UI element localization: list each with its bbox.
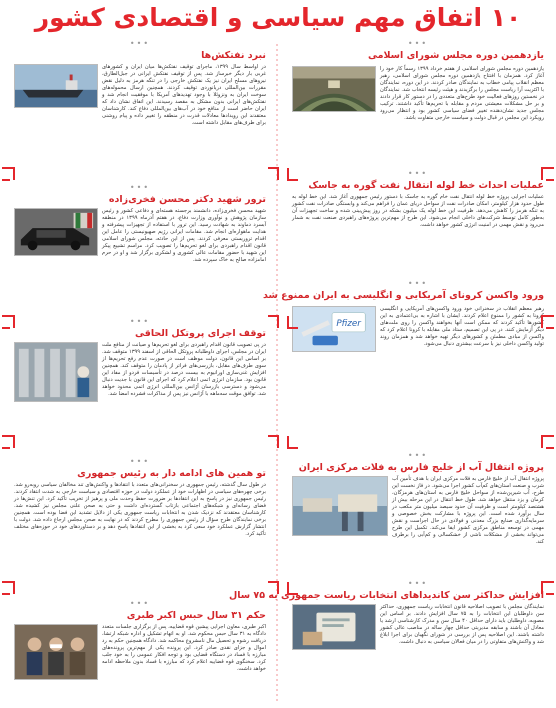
article-headline: تو همین های ادامه دار به رئیس جمهوری: [77, 468, 266, 479]
article-parliament: [292, 40, 544, 168]
section-separator: [0, 578, 556, 598]
dots-ornament: •••: [407, 279, 429, 288]
parliament-photo-icon: [292, 66, 376, 112]
dots-ornament: •••: [407, 579, 429, 588]
lab-photo-icon: [14, 342, 98, 402]
article-fakhrizadeh: [14, 184, 266, 330]
article-text: یازدهمین دوره مجلس شورای اسلامی از هفتم خرداد ۱۳۹۹ رسماً کار خود را آغاز کرد. همزمان با افتتاح یازدهمین دوره مجلس شورای اسلامی، رهبر معظم انقلاب پیامی خطاب به نمایندگان صادر کردند. در این دوره، نمایندگان با اکثریت آرا ریاست مجلس را برگزیدند و هیئت رئیسه انتخاب شد. نمایندگان در نخستین روزهای فعالیت خود طرح‌های متعددی را در دستور کار قرار دادند و بر حل مشکلات معیشتی مردم و مقابله با تحریم‌ها تأکید داشتند. ترکیب مجلس جدید نشان‌دهنده تغییر فضای سیاسی کشور بود و انتظار می‌رود رویکرد این مجلس در قبال دولت و سیاست خارجی متفاوت باشد.: [380, 66, 545, 121]
article-headline: افزایش حداکثر سن کاندیداهای انتخابات ریاست جمهوری به ۷۵ سال: [228, 590, 544, 601]
svg-text:Pfizer: Pfizer: [336, 319, 361, 330]
dots-ornament: •••: [129, 599, 151, 608]
article-headline: حکم ۳۱ سال حبس اکبر طبری: [126, 610, 266, 621]
column-divider: [274, 44, 280, 704]
left-column: [14, 40, 266, 708]
article-text: عملیات اجرایی پروژه خط لوله انتقال نفت خام گوره به جاسک با دستور رئیس جمهوری آغاز شد. این خط لوله به طول حدود هزار کیلومتر، امکان صادرات نفت از سواحل دریای عمان را فراهم می‌کند و وابستگی صادرات نفت کشور به تنگه هرمز را کاهش می‌دهد. ظرفیت این خط لوله یک میلیون بشکه در روز پیش‌بینی شده و ساخت تجهیزات آن به‌طور کامل توسط شرکت‌های داخلی انجام می‌شود. این طرح از مهم‌ترین پروژه‌های راهبردی صنعت نفت به شمار می‌رود و نقش مهمی در امنیت انرژی کشور خواهد داشت.: [292, 194, 544, 228]
article-text: رهبر معظم انقلاب در سخنرانی خود ورود واکسن‌های آمریکایی و انگلیسی کرونا به کشور را ممنوع اعلام کردند. ایشان با اشاره به بی‌اعتمادی به این کشورها تأکید کردند که ممکن است آنها بخواهند واکسن را روی ملت‌های دیگر آزمایش کنند. در پی این تصمیم، ستاد ملی مقابله با کرونا اعلام کرد که واکسن از مبادی مطمئن و کشورهای دیگر تهیه خواهد شد و همزمان روند تولید واکسن داخلی نیز با سرعت بیشتری دنبال می‌شود.: [380, 306, 544, 347]
article-headline: پروژه انتقال آب از خلیج فارس به فلات مرکزی ایران: [298, 462, 544, 473]
article-text: در پی تصویب قانون اقدام راهبردی برای لغو تحریم‌ها و صیانت از منافع ملت ایران در مجلس، اجرای داوطلبانه پروتکل الحاقی از اسفند ۱۳۹۹ متوقف شد. بر اساس این قانون، دولت موظف است در صورت عدم رفع تحریم‌ها از سوی طرف‌های مقابل، بازرسی‌های فراتر از پادمان را متوقف کند. همچنین افزایش غنی‌سازی اورانیوم به بیست درصد در تأسیسات فردو از مفاد این قانون بود. سازمان انرژی اتمی اعلام کرد که اجرای این قانون با جدیت دنبال می‌شود و دسترسی بازرسان آژانس بین‌المللی انرژی اتمی محدود خواهد شد. توافق موقت سه‌ماهه با آژانس نیز پس از مذاکرات فشرده امضا شد.: [102, 342, 266, 397]
article-text: اکبر طبری، معاون اجرایی پیشین قوه قضاییه، پس از برگزاری جلسات متعدد دادگاه به ۳۱ سال حبس محکوم شد. او به اتهام تشکیل و اداره شبکه ارتشا، دریافت رشوه و تحصیل مال نامشروع محاکمه شد. دادگاه همچنین حکم به رد اموال و جزای نقدی صادر کرد. این پرونده یکی از مهم‌ترین پرونده‌های مبارزه با فساد در دستگاه قضایی بود و توجه افکار عمومی را به خود جلب کرد. سخنگوی قوه قضاییه اعلام کرد که مبارزه با فساد بدون ملاحظه ادامه خواهد داشت.: [102, 624, 266, 672]
article-text: شهید محسن فخری‌زاده، دانشمند برجسته هسته‌ای و دفاعی کشور و رئیس سازمان پژوهش و نوآوری وزارت دفاع، در هفتم آذرماه ۱۳۹۹ در منطقه آبسرد دماوند به شهادت رسید. این ترور با استفاده از تجهیزات پیشرفته و هدایت ماهواره‌ای انجام شد. مقامات ایرانی رژیم صهیونیستی را عامل این اقدام تروریستی معرفی کردند. پس از این حادثه، مجلس شورای اسلامی قانون اقدام راهبردی برای لغو تحریم‌ها را تصویب کرد. مراسم تشییع پیکر این شهید با حضور مقامات عالی کشوری و لشکری برگزار شد و او در حرم امامزاده صالح به خاک سپرده شد.: [102, 208, 266, 263]
article-headline: یازدهمین دوره مجلس شورای اسلامی: [367, 50, 544, 61]
dots-ornament: •••: [407, 169, 429, 178]
article-vaccine: [262, 279, 544, 412]
article-tankers: [14, 40, 266, 176]
article-headline: عملیات احداث خط لوله انتقال نفت گوره به جاسک: [308, 180, 544, 191]
article-text: پروژه انتقال آب از خلیج فارس به فلات مرکزی ایران با هدف تأمین آب شرب و صنعت استان‌های کم‌آب کشور اجرا می‌شود. در فاز نخست این طرح، آب شیرین‌شده از سواحل خلیج فارس به استان‌های هرمزگان، کرمان و یزد منتقل خواهد شد. طول خط انتقال در این مرحله بیش از هشتصد کیلومتر است و ظرفیت آن حدود سیصد میلیون متر مکعب در سال برآورد شده است. این پروژه با مشارکت بخش خصوصی و سرمایه‌گذاری صنایع بزرگ معدنی و فولادی در حال اجراست و نقش مهمی در توسعه مناطق مرکزی کشور ایفا می‌کند. تکمیل این طرح می‌تواند بخشی از مشکلات ناشی از خشکسالی و کم‌آبی را برطرف کند.: [392, 476, 544, 545]
tanker-photo-icon: [14, 64, 98, 108]
dots-ornament: •••: [129, 457, 151, 466]
article-headline: ترور شهید دکتر محسن فخری‌زاده: [108, 194, 266, 205]
section-separator: [0, 432, 556, 452]
section-separator: [0, 312, 556, 332]
dots-ornament: •••: [129, 317, 151, 326]
car-photo-icon: [14, 208, 98, 256]
article-headline: توقف اجرای پروتکل الحاقی: [135, 328, 266, 339]
article-headline: نبرد نفتکش‌ها: [201, 50, 266, 61]
article-text: در طول سال گذشته، رئیس جمهوری در سخنرانی‌های متعدد با انتقادها و واکنش‌های تند مخالفان سیاسی روبه‌رو شد. برخی چهره‌های سیاسی در اظهارات خود از عملکرد دولت در حوزه اقتصادی و سیاست خارجی به شدت انتقاد کردند. رئیس جمهوری نیز در پاسخ به این انتقادها بر ضرورت حفظ وحدت ملی و پرهیز از تخریب تأکید کرد. این تنش‌ها در فضای رسانه‌ای و شبکه‌های اجتماعی بازتاب گسترده‌ای داشت و حتی به صحن علنی مجلس نیز کشیده شد. کارشناسان معتقدند که نزدیک شدن به انتخابات ریاست جمهوری یکی از دلایل تشدید این فضا بوده است. همچنین برخی نمایندگان طرح سؤال از رئیس جمهوری را مطرح کردند که در نهایت به صحن مجلس ارجاع داده شد. دولت با انتشار گزارش عملکرد خود سعی کرد به بخشی از این انتقادها پاسخ دهد و بر دستاوردهای خود در حوزه‌های مختلف تأکید کرد.: [14, 482, 266, 537]
dots-ornament: •••: [129, 183, 151, 192]
article-text: نمایندگان مجلس با تصویب اصلاحیه قانون انتخابات ریاست جمهوری، حداکثر سن داوطلبان این انتخابات را به ۷۵ سال افزایش دادند. بر اساس این مصوبه، داوطلبان باید دارای حداقل ۴۰ سال سن و مدرک کارشناسی ارشد یا معادل آن باشند و سابقه مدیریتی حداقل چهار ساله در مناصب عالی کشور داشته باشند. این اصلاحیه پس از بررسی در شورای نگهبان برای اجرا ابلاغ شد و واکنش‌های متفاوتی را در میان فعالان سیاسی به دنبال داشت.: [380, 604, 544, 645]
article-text: در اواسط سال ۱۳۹۹، ماجرای توقیف نفتکش‌ها میان ایران و کشورهای غربی بار دیگر خبرساز شد. پس از توقیف نفتکش ایرانی در جبل‌الطارق، نیروهای مسلح ایران نیز یک نفتکش خارجی را در تنگه هرمز به دلیل نقض مقررات بین‌المللی دریانوردی توقیف کردند. همچنین ارسال محموله‌های سوخت ایران به ونزوئلا با وجود تهدیدهای آمریکا با موفقیت انجام شد و نفتکش‌های ایرانی بدون مشکل به مقصد رسیدند. این اتفاق نشان داد که ایران حاضر است از منافع خود در آب‌های بین‌المللی دفاع کند. کارشناسان معتقدند این رویدادها معادلات قدرت در منطقه را تغییر داده و پیام روشنی برای طرف‌های مقابل داشته است.: [102, 64, 266, 126]
article-president: [14, 458, 266, 596]
ballot-photo-icon: [292, 604, 376, 650]
article-tabari: [14, 600, 266, 708]
article-headline: ورود واکسن کرونای آمریکایی و انگلیسی به ایران ممنوع شد: [262, 290, 544, 301]
dots-ornament: •••: [407, 451, 429, 460]
article-water: [292, 452, 544, 580]
desalination-photo-icon: [292, 476, 388, 536]
page-title: ۱۰ اتفاق مهم سیاسی و اقتصادی کشور: [34, 3, 522, 32]
article-election-age: [228, 579, 544, 708]
dots-ornament: •••: [407, 39, 429, 48]
section-separator: [0, 164, 556, 184]
court-photo-icon: [14, 624, 98, 680]
dots-ornament: •••: [129, 39, 151, 48]
